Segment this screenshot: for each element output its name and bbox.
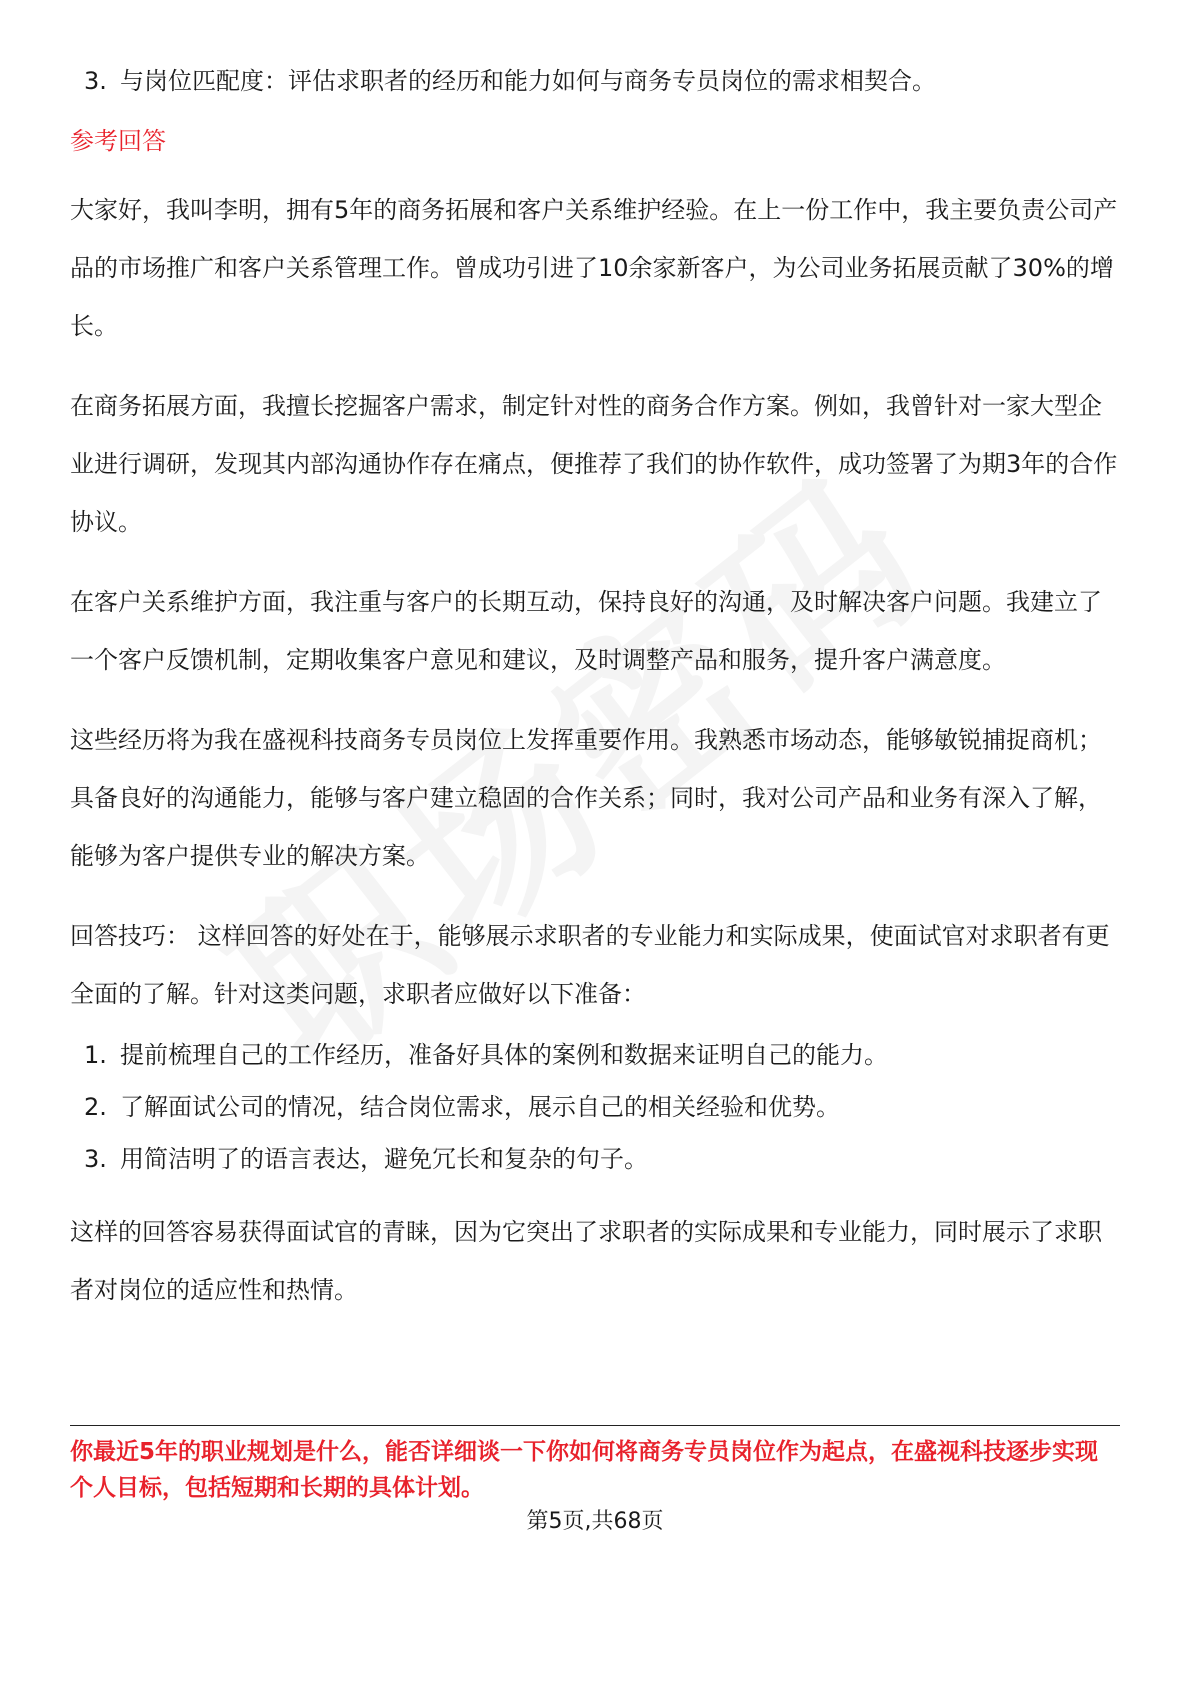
answer-paragraph-client: 在客户关系维护方面，我注重与客户的长期互动，保持良好的沟通，及时解决客户问题。我建立了一个客户反馈机制，定期收集客户意见和建议，及时调整产品和服务，提升客户满意度。 [70, 588, 1102, 674]
list-item-text: 提前梳理自己的工作经历，准备好具体的案例和数据来证明自己的能力。 [120, 1041, 888, 1069]
answer-paragraph-business: 在商务拓展方面，我擅长挖掘客户需求，制定针对性的商务合作方案。例如，我曾针对一家大型企业进行调研，发现其内部沟通协作存在痛点，便推荐了我们的协作软件，成功签署了为期3年的合作协议。 [70, 392, 1118, 536]
page-number-footer: 第5页,共68页 [526, 1509, 664, 1534]
tips-list [70, 1029, 1120, 1185]
list-item-number: 3. [84, 1145, 107, 1173]
answer-tips-paragraph: 回答技巧： 这样回答的好处在于，能够展示求职者的专业能力和实际成果，使面试官对求职者有更全面的了解。针对这类问题，求职者应做好以下准备： [70, 922, 1110, 1008]
list-item [70, 1029, 1120, 1081]
list-item-text: 用简洁明了的语言表达，避免冗长和复杂的句子。 [120, 1145, 648, 1173]
page-content [70, 55, 1120, 1319]
list-item [70, 1081, 1120, 1133]
list-item-number: 3. [84, 67, 107, 95]
answer-paragraph-intro: 大家好，我叫李明，拥有5年的商务拓展和客户关系维护经验。在上一份工作中，我主要负责公司产品的市场推广和客户关系管理工作。曾成功引进了10余家新客户，为公司业务拓展贡献了30%的增长。 [70, 196, 1118, 340]
list-item [70, 55, 1120, 107]
closing-paragraph: 这样的回答容易获得面试官的青睐，因为它突出了求职者的实际成果和专业能力，同时展示了求职者对岗位的适应性和热情。 [70, 1218, 1102, 1304]
list-item-text: 了解面试公司的情况，结合岗位需求，展示自己的相关经验和优势。 [120, 1093, 840, 1121]
list-item-number: 2. [84, 1093, 107, 1121]
reference-answer-heading: 参考回答 [70, 127, 166, 155]
list-item [70, 1133, 1120, 1185]
list-item-number: 1. [84, 1041, 107, 1069]
criteria-list [70, 55, 1120, 107]
list-item-text: 与岗位匹配度：评估求职者的经历和能力如何与商务专员岗位的需求相契合。 [120, 67, 936, 95]
answer-paragraph-fit: 这些经历将为我在盛视科技商务专员岗位上发挥重要作用。我熟悉市场动态，能够敏锐捕捉商机；具备良好的沟通能力，能够与客户建立稳固的合作关系；同时，我对公司产品和业务有深入了解，能够为客户提供专业的解决方案。 [70, 726, 1102, 870]
next-question: 你最近5年的职业规划是什么，能否详细谈一下你如何将商务专员岗位作为起点，在盛视科技逐步实现个人目标，包括短期和长期的具体计划。 [70, 1439, 1099, 1501]
section-divider [70, 1425, 1120, 1426]
